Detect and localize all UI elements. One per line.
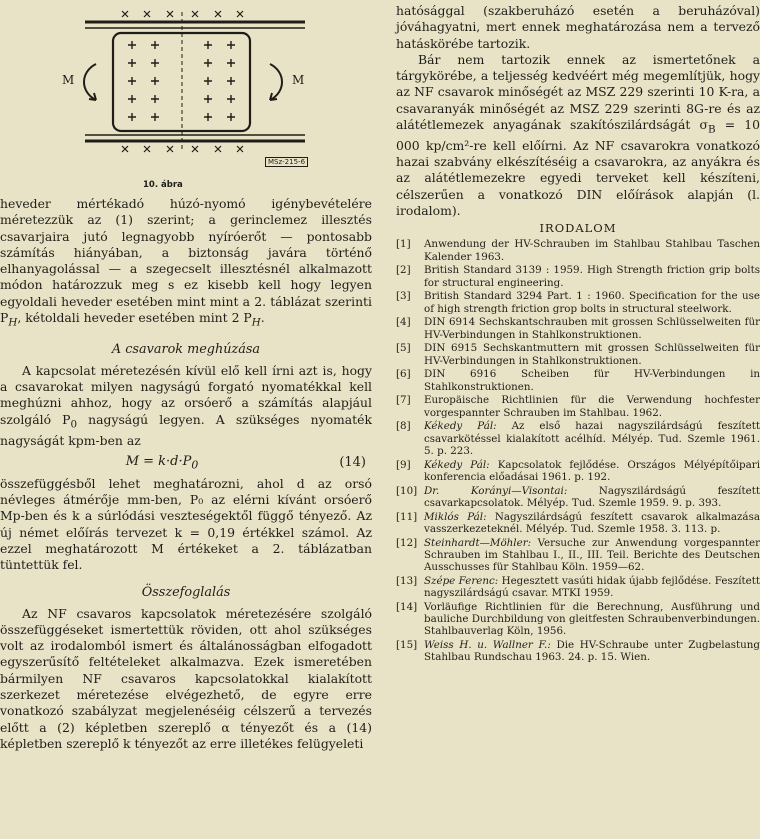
figure-10 <box>0 0 372 196</box>
reference-number: [4] <box>396 316 411 329</box>
reference-body: Kapcsolatok fejlődése. Országos Mélyépítőipari konferencia előadásai 1961. p. 192. <box>424 458 760 483</box>
paragraph-osszefugges: összefüggésből lehet meghatározni, ahol d az orsó névleges átmérője mm-ben, P₀ az elérni kívánt orsóerő Mp-ben és k a súrlódási veszteségektől függő tényező. Az új német előírás tervezet k = 0,19 értékkel számol. Az ezzel meghatározott M értékeket a 2. táblázatban tüntettük fel. <box>0 475 372 573</box>
reference-item <box>396 459 760 483</box>
reference-text <box>424 601 760 638</box>
reference-text <box>424 459 760 483</box>
reference-text <box>424 368 760 392</box>
reference-item <box>396 368 760 392</box>
reference-body: British Standard 3294 Part. 1 : 1960. Specification for the use of high strength friction grop bolts in structural steelwork. <box>424 290 760 315</box>
reference-item <box>396 601 760 638</box>
bolted-splice-drawing <box>0 0 372 178</box>
formula-expression: M = k·d·P <box>125 454 192 469</box>
flange-bolt-mark <box>144 146 150 152</box>
bolt-plus-mark <box>128 41 136 49</box>
formula-number: (14) <box>339 455 366 471</box>
bolt-plus-mark <box>128 95 136 103</box>
bolt-plus-mark <box>151 95 159 103</box>
paragraph-minoseg: Bár nem tartozik ennek az ismertetőnek a tárgykörébe, a teljesség kedvéért még megemlítjük, hogy az NF csavarok minőségét az MSZ 229 szerinti 10 K-ra, a csavaranyák minőségét az MSZ 229 szerinti 8G-re és az alátétlemezek anyagának szakítószilárdságát $\sigma_B = 10$ 000 kp/cm²-re kell előírni. Az NF csavarokra vonatkozó hazai szabvány elkészítéséig a csavarokra, az anyákra és az alátétlemezekre egyedi terveket kell készíteni, célszerűen a vonatkozó DIN előírások alapján (l. irodalom). <box>396 51 760 219</box>
bolt-plus-mark <box>128 59 136 67</box>
flange-bolt-mark <box>144 11 150 17</box>
reference-number: [12] <box>396 536 418 549</box>
bolt-plus-mark <box>151 59 159 67</box>
reference-text <box>424 394 760 418</box>
reference-text <box>424 290 760 314</box>
reference-text <box>424 511 760 535</box>
reference-body: DIN 6914 Sechskantschrauben mit grossen Schlüsselweiten für HV-Verbindungen in Stahlkonstruktionen. <box>424 316 760 341</box>
heading-csavarok-meghuzasa: A csavarok meghúzása <box>111 341 261 357</box>
reference-item <box>396 511 760 535</box>
reference-author: Weiss H. u. Wallner F.: <box>424 638 557 651</box>
moment-label-right: M <box>292 73 305 87</box>
reference-text <box>424 238 760 262</box>
bolt-plus-mark <box>227 77 235 85</box>
reference-item <box>396 420 760 457</box>
flange-bolt-mark <box>192 146 198 152</box>
bolt-plus-mark <box>204 77 212 85</box>
flange-bolt-mark <box>122 146 128 152</box>
figure-tag: MSz-215-6 <box>265 157 308 167</box>
reference-text <box>424 342 760 366</box>
reference-body: Anwendung der HV-Schrauben im Stahlbau Stahlbau Taschen Kalender 1963. <box>424 238 760 263</box>
reference-item <box>396 485 760 509</box>
reference-author: Miklós Pál: <box>424 510 495 523</box>
reference-number: [7] <box>396 394 411 407</box>
reference-item <box>396 342 760 366</box>
paragraph-nyomatek: A kapcsolat méretezésén kívül elő kell írni azt is, hogy a csavarokat milyen nagyságú forgató nyomatékkal kell meghúzni ahhoz, hogy az orsóerő a számítás alapjául szolgáló $P_0$ nagyságú legyen. A szükséges nyomaték nagyságát kpm-ben az <box>0 362 372 448</box>
reference-item <box>396 264 760 288</box>
reference-body: Versuche zur Anwendung vorgespannter Schrauben im Stahlbau I., II., III. Teil. Berichte des Deutschen Ausschusses für Stahlbau Köln. 1959—62. <box>424 536 760 573</box>
bolt-plus-mark <box>151 41 159 49</box>
reference-number: [14] <box>396 600 418 613</box>
reference-body: Europäische Richtlinien für die Verwendung hochfester vorgespannter Schrauben im Stahlbau. 1962. <box>424 394 760 419</box>
reference-number: [15] <box>396 638 418 651</box>
reference-item <box>396 290 760 314</box>
bolt-plus-mark <box>204 95 212 103</box>
moment-label-left: M <box>62 73 75 87</box>
reference-number: [2] <box>396 264 411 277</box>
reference-text <box>424 485 760 509</box>
bolt-plus-mark <box>227 41 235 49</box>
reference-item <box>396 394 760 418</box>
reference-item <box>396 639 760 663</box>
reference-author: Kékedy Pál: <box>424 420 512 433</box>
reference-number: [1] <box>396 238 411 251</box>
left-column <box>0 0 372 752</box>
reference-item <box>396 316 760 340</box>
flange-bolt-mark <box>215 11 221 17</box>
paragraph-hatosag: hatósággal (szakberuházó esetén a beruházóval) jóváhagyatni, mert ennek meghatározása nem a tervező hatáskörébe tartozik. <box>396 3 760 51</box>
reference-body: DIN 6916 Scheiben für HV-Verbindungen in Stahlkonstruktionen. <box>424 368 760 393</box>
reference-number: [3] <box>396 290 411 303</box>
reference-text <box>424 316 760 340</box>
heading-osszefoglalas: Összefoglalás <box>141 584 231 600</box>
reference-text <box>424 264 760 288</box>
reference-text <box>424 537 760 574</box>
references-list <box>396 238 760 663</box>
reference-number: [10] <box>396 484 418 497</box>
reference-author: Kékedy Pál: <box>424 458 498 471</box>
right-column <box>396 0 760 665</box>
bolt-plus-mark <box>204 59 212 67</box>
reference-number: [6] <box>396 368 411 381</box>
flange-bolt-mark <box>237 11 243 17</box>
bolt-plus-mark <box>151 113 159 121</box>
reference-number: [13] <box>396 574 418 587</box>
bolt-plus-mark <box>128 77 136 85</box>
bolt-plus-mark <box>227 59 235 67</box>
reference-body: Die HV-Schraube unter Zugbelastung Stahlbau Rundschau 1963. 24. p. 15. Wien. <box>424 638 760 664</box>
paragraph-osszefoglalas: Az NF csavaros kapcsolatok méretezésére szolgáló összefüggéseket ismertettük röviden, ott ahol szükséges volt az irodalomból ismert és általánosságban elfogadott egyszerűsítő feltételeket alkalmazva. Ezek ismeretében bármilyen NF csavaros kapcsolatokkal kialakított szerkezet méretezése elvégezhető, de egyre erre vonatkozó szabályzat megjelenéséig célszerű a tervezés előtt a (2) képletben szereplő α tényezőt és a (14) képletben szereplő k tényezőt az erre illetékes felügyeleti <box>0 605 372 751</box>
paragraph-heveder: heveder mértékadó húzó-nyomó igénybevételére méretezzük az (1) szerint; a gerinclemez illesztés csavarjaira jutó legnagyobb nyíróerőt — pontosabb számítás hiányában, a biztonság javára történő elhanyagolással — a szegecselt illesztésnél alkalmazott módon határozzuk meg s ez kisebb kell hogy legyen egyoldali heveder esetében mint mint a 2. táblázat szerinti $P_H$, kétoldali heveder esetében mint 2 $P_H$. <box>0 196 372 329</box>
bolt-plus-mark <box>204 41 212 49</box>
reference-author: Dr. Korányi—Visontai: <box>424 484 599 497</box>
bolt-plus-mark <box>227 113 235 121</box>
flange-bolt-mark <box>122 11 128 17</box>
bolt-plus-mark <box>151 77 159 85</box>
bolt-plus-mark <box>227 95 235 103</box>
reference-body: Hegesztett vasúti hidak újabb fejlődése. Feszített nagyszilárdságú csavar. MTKI 1959. <box>424 574 760 599</box>
reference-number: [11] <box>396 510 418 523</box>
formula-14 <box>0 452 372 474</box>
bolt-plus-mark <box>128 113 136 121</box>
reference-number: [9] <box>396 458 411 471</box>
reference-number: [5] <box>396 342 411 355</box>
reference-body: Az első hazai nagyszilárdságú feszített csavarkötéssel kialakított acélhíd. Mélyép. Tud. Szemle 1961. 5. p. 223. <box>424 420 760 457</box>
flange-bolt-mark <box>167 146 173 152</box>
bolt-plus-mark <box>204 113 212 121</box>
reference-body: Nagyszilárdságú feszített csavarok alkalmazása vasszerkezeteknél. Mélyép. Tud. Szemle 1958. 3. 113. p. <box>424 510 760 535</box>
reference-body: DIN 6915 Sechskantmuttern mit grossen Schlüsselweiten für HV-Verbindungen in Stahlkonstruktionen. <box>424 342 760 367</box>
reference-body: Nagyszilárdságú feszített csavarkapcsolatok. Mélyép. Tud. Szemle 1959. 9. p. 393. <box>424 484 760 509</box>
reference-author: Steinhardt—Möhler: <box>424 536 538 549</box>
flange-bolt-mark <box>215 146 221 152</box>
reference-item <box>396 575 760 599</box>
flange-bolt-mark <box>192 11 198 17</box>
flange-bolt-mark <box>237 146 243 152</box>
reference-body: Vorläufige Richtlinien für die Berechnung, Ausführung und bauliche Durchbildung von gleitfesten Schraubenverbindungen. Stahlbauverlag Köln, 1956. <box>424 600 760 638</box>
reference-author: Szépe Ferenc: <box>424 574 502 587</box>
reference-number: [8] <box>396 420 411 433</box>
reference-item <box>396 238 760 262</box>
formula-subscript: 0 <box>191 458 199 472</box>
references-heading: IRODALOM <box>539 221 617 236</box>
reference-text <box>424 420 760 457</box>
reference-body: British Standard 3139 : 1959. High Strength friction grip bolts for structural engineering. <box>424 264 760 289</box>
flange-bolt-mark <box>167 11 173 17</box>
reference-text <box>424 575 760 599</box>
reference-item <box>396 537 760 574</box>
figure-caption: 10. ábra <box>143 180 183 190</box>
reference-text <box>424 639 760 663</box>
